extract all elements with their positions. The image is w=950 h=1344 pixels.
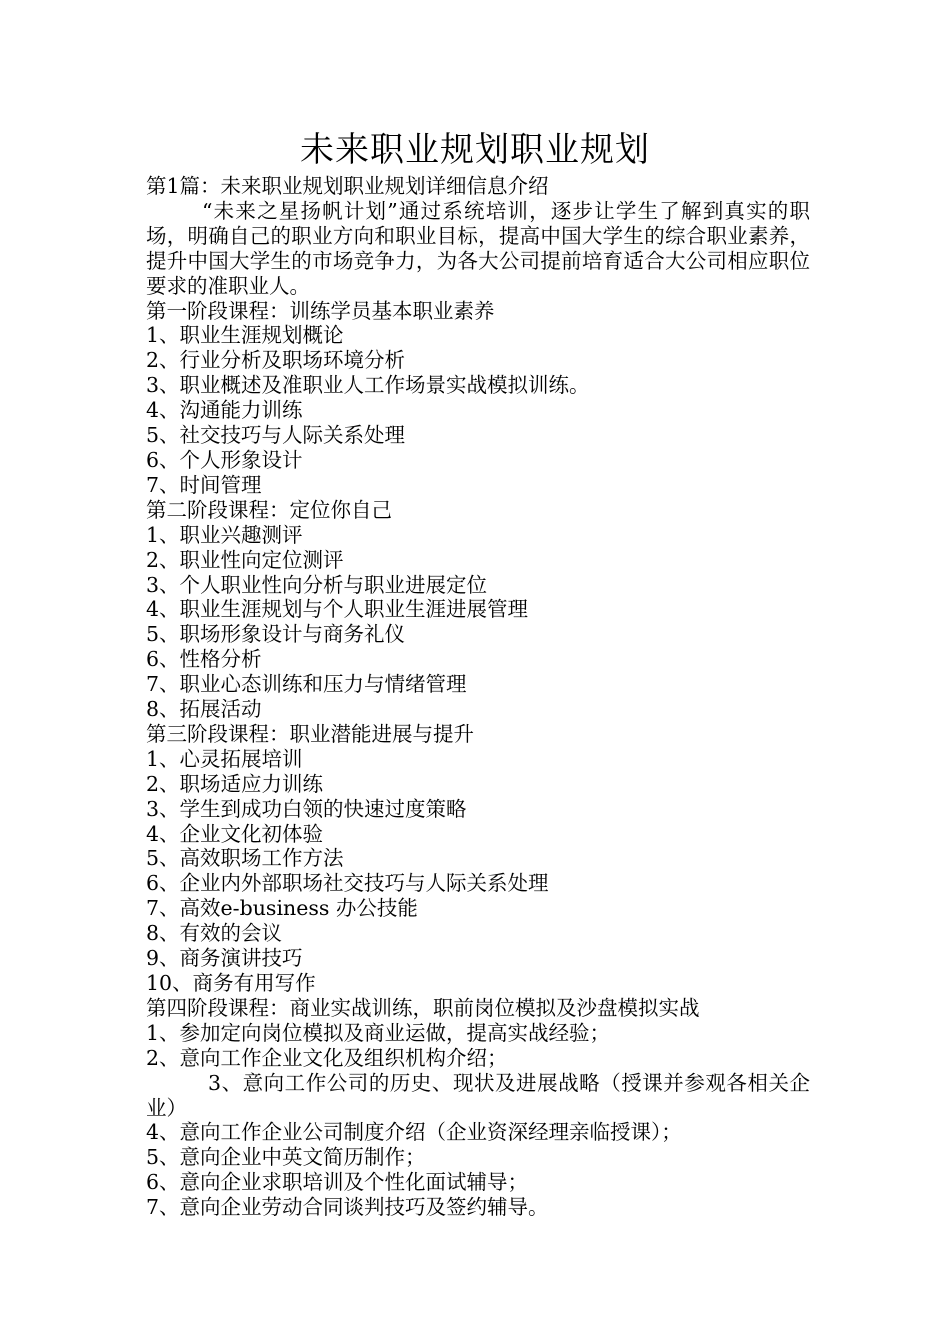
list-item: 3、个人职业性向分析与职业进展定位: [146, 572, 488, 597]
list-item: 7、高效e-business 办公技能: [146, 896, 418, 921]
list-item: 8、拓展活动: [146, 697, 262, 722]
list-item: 5、意向企业中英文简历制作；: [146, 1145, 426, 1170]
list-item: 1、参加定向岗位模拟及商业运做，提高实战经验；: [146, 1020, 611, 1045]
stage-1-title: 第一阶段课程：训练学员基本职业素养: [146, 298, 495, 323]
list-item: 4、沟通能力训练: [146, 398, 303, 423]
section-heading: 第1篇：未来职业规划职业规划详细信息介绍: [146, 174, 549, 198]
list-item: 3、职业概述及准职业人工作场景实战模拟训练。: [146, 373, 590, 398]
list-item: 4、企业文化初体验: [146, 821, 324, 846]
list-item: 7、职业心态训练和压力与情绪管理: [146, 672, 467, 697]
list-item: 9、商务演讲技巧: [146, 946, 303, 971]
list-item: 1、职业兴趣测评: [146, 522, 303, 547]
list-item: 6、性格分析: [146, 647, 262, 672]
list-item: 2、职场适应力训练: [146, 771, 324, 796]
intro-paragraph: “未来之星扬帆计划”通过系统培训，逐步让学生了解到真实的职场，明确自己的职业方向和职业目标，提高中国大学生的综合职业素养，提升中国大学生的市场竞争力，为各大公司提前培育适合大公司相应职位要求的准职业人。: [146, 198, 810, 298]
list-item: 3、意向工作公司的历史、现状及进展战略（授课并参观各相关企业）: [146, 1070, 810, 1120]
list-item: 6、企业内外部职场社交技巧与人际关系处理: [146, 871, 549, 896]
list-item: 5、高效职场工作方法: [146, 846, 344, 871]
list-item: 1、心灵拓展培训: [146, 746, 303, 771]
list-item: 6、个人形象设计: [146, 447, 303, 472]
list-item: 2、意向工作企业文化及组织机构介绍；: [146, 1045, 508, 1070]
list-item: 3、学生到成功白领的快速过度策略: [146, 796, 467, 821]
list-item: 7、意向企业劳动合同谈判技巧及签约辅导。: [146, 1195, 549, 1220]
document-body: [146, 174, 810, 1220]
list-item: 2、行业分析及职场环境分析: [146, 348, 406, 373]
list-item: 4、职业生涯规划与个人职业生涯进展管理: [146, 597, 529, 622]
list-item: 6、意向企业求职培训及个性化面试辅导；: [146, 1170, 529, 1195]
stage-2-title: 第二阶段课程：定位你自己: [146, 497, 392, 522]
document-title: 未来职业规划职业规划: [300, 130, 650, 170]
list-item: 2、职业性向定位测评: [146, 547, 344, 572]
list-item: 1、职业生涯规划概论: [146, 323, 344, 348]
list-item: 5、职场形象设计与商务礼仪: [146, 622, 406, 647]
list-item: 10、商务有用写作: [146, 971, 316, 995]
list-item: 5、社交技巧与人际关系处理: [146, 423, 406, 448]
list-item: 8、有效的会议: [146, 921, 283, 946]
stage-4-title: 第四阶段课程：商业实战训练，职前岗位模拟及沙盘模拟实战: [146, 995, 700, 1020]
list-item: 4、意向工作企业公司制度介绍（企业资深经理亲临授课）；: [146, 1120, 682, 1145]
list-item: 7、时间管理: [146, 472, 262, 497]
stage-3-title: 第三阶段课程：职业潜能进展与提升: [146, 721, 474, 746]
